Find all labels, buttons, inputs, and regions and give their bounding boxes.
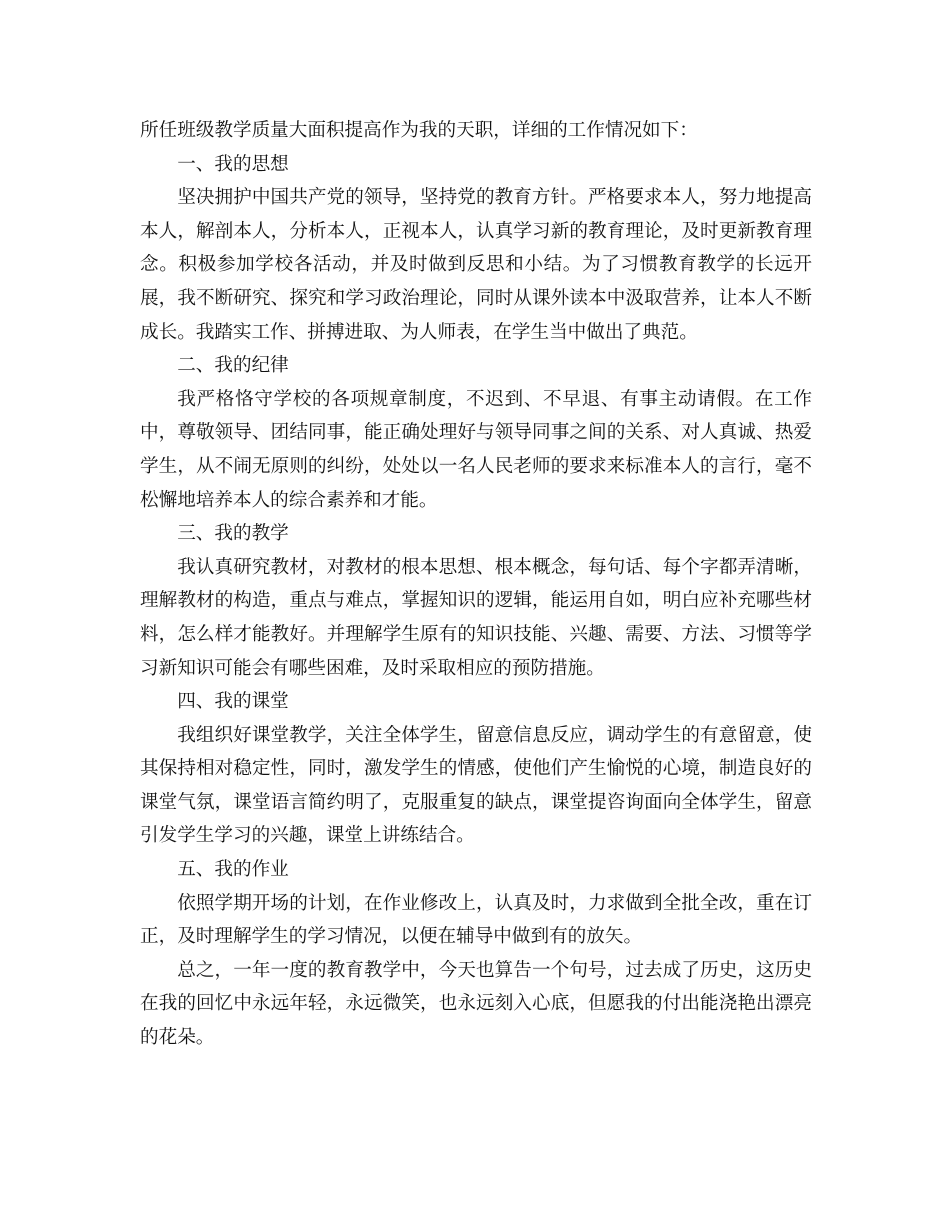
section-body-homework: 依照学期开场的计划，在作业修改上，认真及时，力求做到全批全改，重在订正，及时理解学生的学习情况，以便在辅导中做到有的放矢。 [140,892,812,948]
conclusion-paragraph: 总之，一年一度的教育教学中，今天也算告一个句号，过去成了历史，这历史在我的回忆中永远年轻，永远微笑，也永远刻入心底，但愿我的付出能浇艳出漂亮的花朵。 [140,959,812,1049]
section-body-teaching: 我认真研究教材，对教材的根本思想、根本概念，每句话、每个字都弄清晰，理解教材的构造，重点与难点，掌握知识的逻辑，能运用自如，明白应补充哪些材料，怎么样才能教好。并理解学生原有的知识技能、兴趣、需要、方法、习惯等学习新知识可能会有哪些困难，及时采取相应的预防措施。 [140,556,812,679]
section-heading-homework: 五、我的作业 [177,859,289,881]
intro-paragraph: 所任班级教学质量大面积提高作为我的天职，详细的工作情况如下： [140,120,698,141]
section-heading-discipline: 二、我的纪律 [177,355,289,377]
section-body-classroom: 我组织好课堂教学，关注全体学生，留意信息反应，调动学生的有意留意，使其保持相对稳定性，同时，激发学生的情感，使他们产生愉悦的心境，制造良好的课堂气氛，课堂语言简约明了，克服重复的缺点，课堂提咨询面向全体学生，留意引发学生学习的兴趣，课堂上讲练结合。 [140,724,812,847]
section-body-thought: 坚决拥护中国共产党的领导，坚持党的教育方针。严格要求本人，努力地提高本人，解剖本人，分析本人，正视本人，认真学习新的教育理论，及时更新教育理念。积极参加学校各活动，并及时做到反思和小结。为了习惯教育教学的长远开展，我不断研究、探究和学习政治理论，同时从课外读本中汲取营养，让本人不断成长。我踏实工作、拼搏进取、为人师表，在学生当中做出了典范。 [140,187,812,343]
section-heading-thought: 一、我的思想 [177,153,289,175]
section-heading-teaching: 三、我的教学 [177,523,289,545]
document-page [140,114,812,1055]
section-heading-classroom: 四、我的课堂 [177,691,289,713]
section-body-discipline: 我严格恪守学校的各项规章制度，不迟到、不早退、有事主动请假。在工作中，尊敬领导、团结同事，能正确处理好与领导同事之间的关系、对人真诚、热爱学生，从不闹无原则的纠纷，处处以一名人民老师的要求来标准本人的言行，毫不松懈地培养本人的综合素养和才能。 [140,388,812,511]
